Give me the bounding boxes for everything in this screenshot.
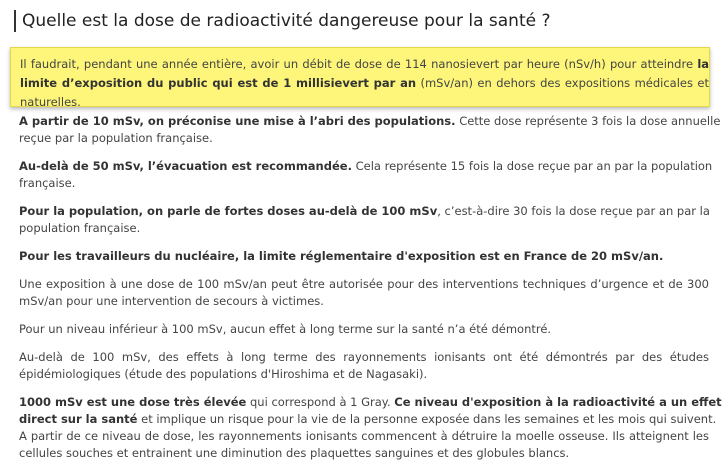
highlight-line-3: naturelles. xyxy=(20,95,81,109)
paragraph-low-level: Pour un niveau inférieur à 100 mSv, aucun effet à long terme sur la santé n’a été démontré. xyxy=(19,322,552,336)
paragraph-high-doses: Pour la population, on parle de fortes doses au-delà de 100 mSv, c’est-à-dire 30 fois la dose reçue par an par la population française. xyxy=(19,204,710,235)
highlight-box xyxy=(10,47,710,107)
paragraph-workers-limit: Pour les travailleurs du nucléaire, la limite réglementaire d'exposition est en France de 20 mSv/an. xyxy=(19,249,664,263)
paragraph-shelter: A partir de 10 mSv, on préconise une mise à l’abri des populations. Cette dose représente 3 fois la dose annuelle reçue par la population française. xyxy=(19,114,721,145)
highlight-line-1: Il faudrait, pendant une année entière, avoir un débit de dose de 114 nanosievert par heure (nSv/h) pour atteindre la xyxy=(20,57,710,71)
article-body xyxy=(19,113,722,462)
paragraph-emergency-exposure: Une exposition à une dose de 100 mSv/an peut être autorisée pour des interventions techniques d’urgence et de 300 mSv/an pour une intervention de secours à victimes. xyxy=(19,277,709,308)
page-title: Quelle est la dose de radioactivité dangereuse pour la santé ? xyxy=(14,10,551,32)
highlight-line-2: limite d’exposition du public qui est de 1 millisievert par an (mSv/an) en dehors des expositions médicales et xyxy=(20,76,710,90)
paragraph-very-high-dose: 1000 mSv est une dose très élevée qui correspond à 1 Gray. Ce niveau d'exposition à la radioactivité a un effet direct sur la santé et implique un risque pour la vie de la personne exposée dans les semaines et les mois qui suivent. A partir de ce niveau de dose, les rayonnements ionisants commencent à détruire la moelle osseuse. Ils atteignent les cellules souches et entrainent une diminution des plaquettes sanguines et des globules blancs. xyxy=(19,395,722,460)
paragraph-long-term-effects: Au-delà de 100 mSv, des effets à long terme des rayonnements ionisants ont été démontrés par des études épidémiologiques (étude des populations d'Hiroshima et de Nagasaki). xyxy=(19,350,709,381)
paragraph-evacuation: Au-delà de 50 mSv, l’évacuation est recommandée. Cela représente 15 fois la dose reçue par an par la population française. xyxy=(19,159,713,190)
